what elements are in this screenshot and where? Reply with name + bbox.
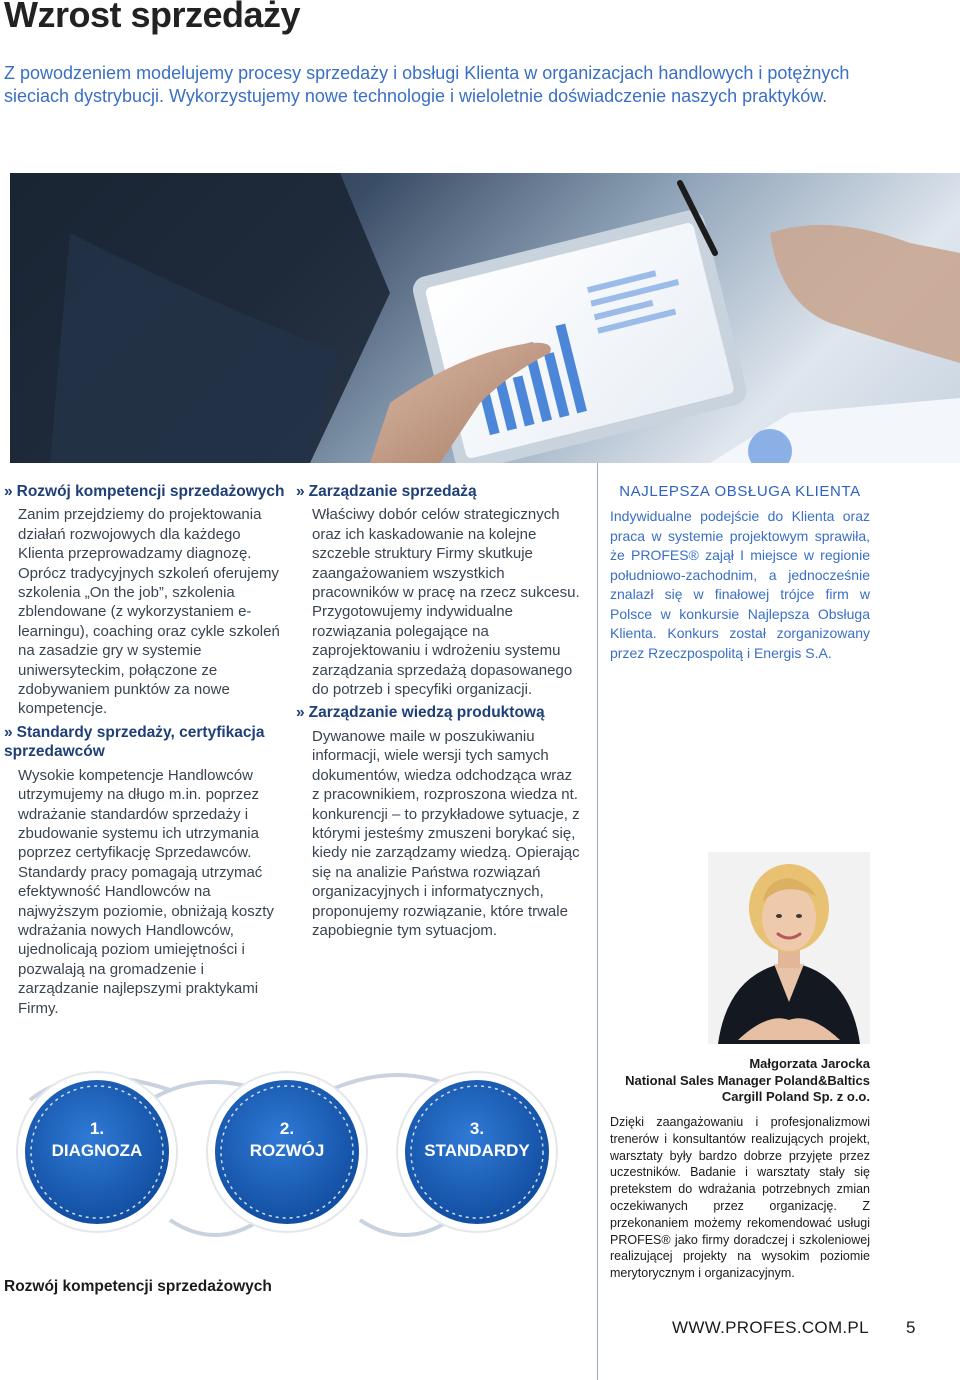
person-company: Cargill Poland Sp. z o.o. (721, 1089, 870, 1104)
section-heading (4, 482, 286, 501)
award-text: Indywidualne podejście do Klienta oraz praca w systemie projektowym sprawiła, że PROFES® zajął I miejsce w regionie południowo-zachodnim, a jednocześnie znalazł się w finałowej trójce firm w Polsce w konkursie Najlepsza Obsługa Klienta. Konkurs został zorganizowany przez Rzeczpospolitą i Energis S.A. (610, 508, 870, 661)
tablet-illustration (10, 173, 960, 463)
bullet-arrow-icon: » (4, 723, 13, 741)
step-label (417, 1118, 537, 1162)
page-title: Wzrost sprzedaży (4, 0, 301, 35)
step-name: STANDARDY (424, 1141, 530, 1160)
portrait-illustration (708, 852, 870, 1044)
heading-text: Standardy sprzedaży, certyfikacja sprzedawców (4, 723, 265, 761)
paragraph: Zanim przejdziemy do projektowania działań rozwojowych dla każdego Klienta przeprowadzamy diagnozę. (18, 506, 262, 563)
column-award (610, 482, 870, 663)
person-name: Małgorzata Jarocka (749, 1056, 870, 1071)
bullet-arrow-icon: » (296, 704, 305, 722)
step-name: ROZWÓJ (249, 1141, 325, 1160)
step-number: 2. (279, 1119, 295, 1138)
person-caption (600, 1056, 870, 1106)
paragraph: Standardy pracy pomagają utrzymać efektywność Handlowców na najwyższym poziomie, obniżają koszty wdrażania nowych Handlowców, ujednolicają poziom umiejętności i pozwalają na gromadzenie i zarządzanie najlepszymi praktykami Firmy. (18, 863, 274, 1017)
heading-text: Zarządzanie sprzedażą (308, 483, 477, 500)
heading-text: Rozwój kompetencji sprzedażowych (16, 483, 285, 500)
testimonial-text: Dzięki zaangażowaniu i profesjonalizmowi trenerów i konsultantów realizujących projekt, warsztaty były bardzo dobrze przyjęte przez uczestników. Badanie i warsztaty stały się pretekstem do wdrażania potrzebnych zmian oczekiwanych przez organizację. Z przekonaniem możemy rekomendować usługi PROFES® jako firmy doradczej i szkoleniowej realizującej projekty na wysokim poziomie merytorycznym i organizacyjnym. (610, 1115, 870, 1281)
section-heading (4, 723, 286, 762)
heading-text: Zarządzanie wiedzą produktową (308, 704, 545, 722)
hero-photo (10, 173, 960, 463)
page-number: 5 (906, 1318, 916, 1337)
section-heading (296, 482, 581, 501)
paragraph: Właściwy dobór celów strategicznych oraz ich kaskadowanie na kolejne szczeble struktury Firmy skutkuje zaangażowaniem wszystkich pracowników w pracę na rzecz sukcesu. Przygotowujemy indywidualne rozwiązania polegające na zaprojektowaniu i wdrożeniu systemu zarządzania sprzedażą dopasowanego do potrzeb i specyfiki organizacji. (312, 506, 580, 699)
step-label (227, 1118, 347, 1162)
step-number: 3. (469, 1119, 485, 1138)
column-competence (4, 482, 286, 1018)
bullet-arrow-icon: » (296, 483, 305, 500)
connector-arc (170, 1220, 260, 1235)
person-role: National Sales Manager Poland&Baltics (625, 1072, 870, 1088)
paragraph: Dywanowe maile w poszukiwaniu informacji, wiele wersji tych samych dokumentów, wiedza odchodząca wraz z pracownikiem, rozproszona wiedza nt. konkurencji – to przykładowe sytuacje, z którymi jesteśmy zmuszeni borykać się, kiedy nie zarządzamy wiedzą. Opierając się na analizie Państwa rozwiązań organizacyjnych i informatycznych, proponujemy rozwiązanie, które trwale zapobiegnie tym sytuacjom. (312, 727, 580, 939)
step-name: DIAGNOZA (51, 1141, 143, 1160)
section-heading (296, 703, 581, 722)
step-number: 1. (89, 1119, 105, 1138)
column-management (296, 482, 581, 940)
connector-arc (360, 1220, 450, 1235)
paragraph: Oprócz tradycyjnych szkoleń oferujemy szkolenia „On the job”, szkolenia zblendowane (z wykorzystaniem e-learningu), coaching oraz cykle szkoleń na zasadzie gry w systemie uniwersyteckim, połączone ze zdobywaniem punktów za nowe kompetencje. (18, 564, 280, 718)
person-portrait (708, 852, 870, 1044)
process-diagram (0, 1060, 580, 1260)
step-label (37, 1118, 157, 1162)
intro-text: Z powodzeniem modelujemy procesy sprzedaży i obsługi Klienta w organizacjach handlowych i potężnych sieciach dystrybucji. Wykorzystujemy nowe technologie i wieloletnie doświadczenie naszych praktyków. (4, 63, 850, 106)
footer-website-link[interactable]: WWW.PROFES.COM.PL (672, 1318, 869, 1337)
column-divider (597, 463, 598, 1380)
diagram-caption: Rozwój kompetencji sprzedażowych (4, 1278, 272, 1295)
bullet-arrow-icon: » (4, 483, 13, 500)
award-heading: NAJLEPSZA OBSŁUGA KLIENTA (619, 483, 861, 500)
paragraph: Wysokie kompetencje Handlowców utrzymujemy na długo m.in. poprzez wdrażanie standardów sprzedaży i zbudowanie systemu ich utrzymania poprzez certyfikację Sprzedawców. (18, 766, 259, 862)
